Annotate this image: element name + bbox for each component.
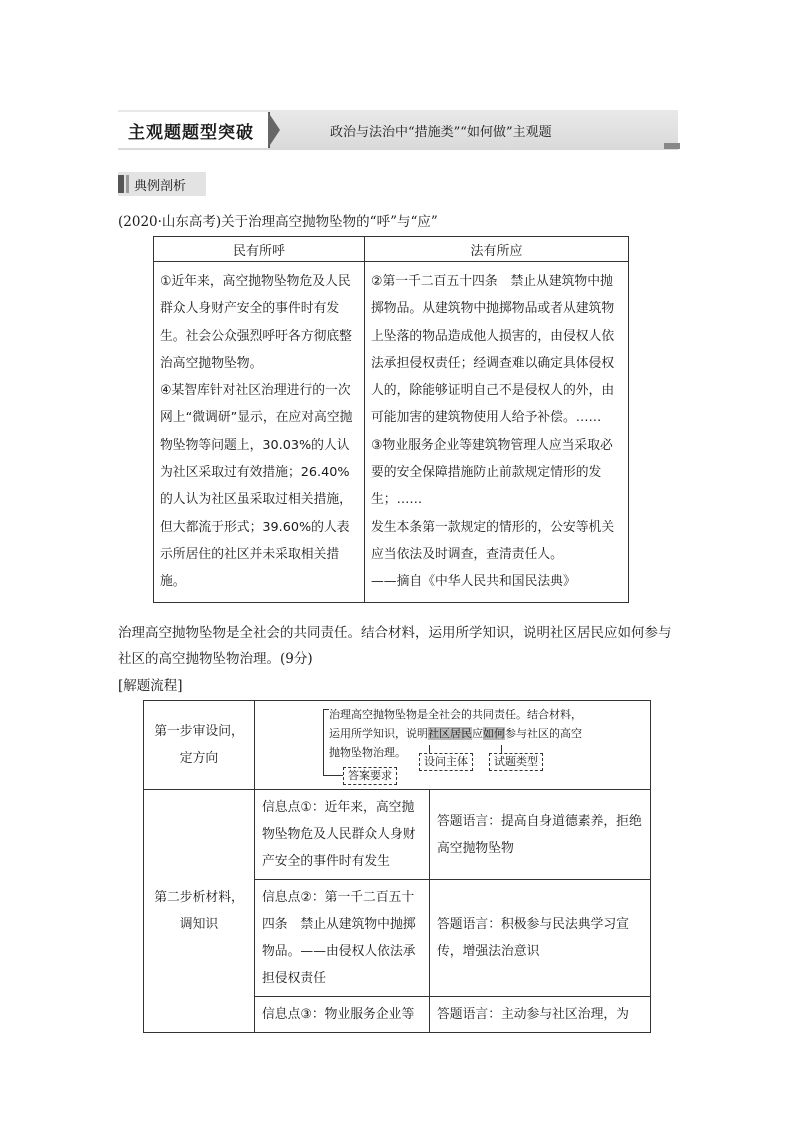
diagram-highlight-subject: 社区居民 xyxy=(428,727,472,740)
info-point-2: 信息点②：第一千二百五十四条 禁止从建筑物中抛掷物品。——由侵权人依法承担侵权责任 xyxy=(255,880,430,997)
case-title: (2020·山东高考)关于治理高空抛物坠物的“呼”与“应” xyxy=(118,214,438,230)
section-label xyxy=(118,172,206,196)
answer-3: 答题语言：主动参与社区治理，为 xyxy=(430,997,651,1033)
diagram-bracket-top xyxy=(323,709,329,710)
diagram-bracket-line xyxy=(323,709,324,775)
diagram-bracket-bottom xyxy=(323,775,343,776)
header-title-tab xyxy=(118,112,270,148)
section-label-text: 典例剖析 xyxy=(134,179,187,194)
info-point-3: 信息点③：物业服务企业等 xyxy=(255,997,430,1033)
diagram-text-c: 参与社区的高空抛物坠物治理。 xyxy=(329,727,582,759)
comparison-header-row xyxy=(154,237,629,262)
section-bar-icon xyxy=(118,175,124,193)
answer-1: 答题语言：提高自身道德素养，拒绝高空抛物坠物 xyxy=(430,790,651,880)
process-table xyxy=(143,700,651,1033)
process-label: [解题流程] xyxy=(118,678,183,694)
question-text: 治理高空抛物坠物是全社会的共同责任。结合材料，运用所学知识，说明社区居民应如何参与社区的高空抛物坠物治理。(9分) xyxy=(118,625,672,667)
step1-label: 第一步审设问，定方向 xyxy=(144,701,255,790)
chevron-right-icon xyxy=(268,112,280,148)
answer-2: 答题语言：积极参与民法典学习宣传，增强法治意识 xyxy=(430,880,651,997)
right-paragraph-police: 发生本条第一款规定的情形的，公安等机关应当依法及时调查，查清责任人。 xyxy=(371,519,615,562)
header-subtitle: 政治与法治中“措施类”“如何做”主观题 xyxy=(330,125,552,140)
col-header-left: 民有所呼 xyxy=(154,237,365,262)
left-cell xyxy=(154,262,365,603)
right-paragraph-2: ②第一千二百五十四条 禁止从建筑物中抛掷物品。从建筑物中抛掷物品或者从建筑物上坠落的物品造成他人损害的，由侵权人依法承担侵权责任；经调查难以确定具体侵权人的，除能够证明自己不是侵权人的外，由可能加害的建筑物使用人给予补偿。…… xyxy=(371,274,615,426)
right-source: ——摘自《中华人民共和国民法典》 xyxy=(371,574,576,590)
header-accent-mark xyxy=(664,143,680,149)
left-paragraph-4: ④某智库针对社区治理进行的一次网上“微调研”显示，在应对高空抛物坠物等问题上，30.03%的人认为社区采取过有效措施；26.40%的人认为社区虽采取过相关措施，但大都流于形式；39.60%的人表示所居住的社区并未采取相关措施。 xyxy=(160,383,353,590)
diagram-highlight-type: 如何 xyxy=(483,727,505,740)
diagram-box-type: 试题类型 xyxy=(489,753,543,771)
process-row-step1 xyxy=(144,701,651,790)
right-paragraph-3: ③物业服务企业等建筑物管理人应当采取必要的安全保障措施防止前款规定情形的发生；…… xyxy=(371,437,613,508)
comparison-table xyxy=(153,236,629,603)
left-paragraph-1: ①近年来，高空抛物坠物危及人民群众人身财产安全的事件时有发生。社会公众强烈呼吁各方彻底整治高空抛物坠物。 xyxy=(160,274,352,371)
col-header-right: 法有所应 xyxy=(365,237,629,262)
diagram-text-b: 应 xyxy=(472,727,483,740)
diagram-text-a: 治理高空抛物坠物是全社会的共同责任。结合材料，运用所学知识，说明 xyxy=(329,708,582,740)
comparison-body-row xyxy=(154,262,629,603)
info-point-1: 信息点①：近年来，高空抛物坠物危及人民群众人身财产安全的事件时有发生 xyxy=(255,790,430,880)
step2-label: 第二步析材料，调知识 xyxy=(144,790,255,1033)
section-bar-icon-secondary xyxy=(126,175,129,193)
process-row xyxy=(144,790,651,880)
diagram-box-subject: 设问主体 xyxy=(419,753,473,771)
diagram-box-requirement: 答案要求 xyxy=(343,767,397,785)
header-title: 主观题题型突破 xyxy=(128,123,254,143)
right-cell xyxy=(365,262,629,603)
question-diagram xyxy=(255,701,651,790)
